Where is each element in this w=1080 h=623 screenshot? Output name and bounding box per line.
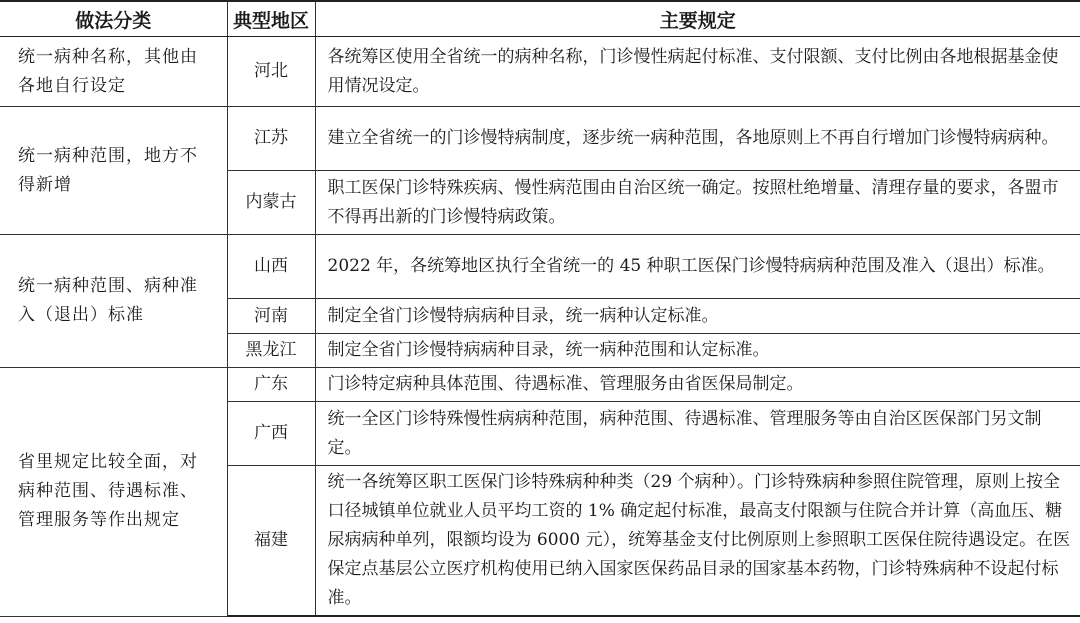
region-cell: 广西 — [227, 402, 315, 466]
rule-cell: 门诊特定病种具体范围、待遇标准、管理服务由省医保局制定。 — [315, 368, 1080, 402]
category-cell: 统一病种范围，地方不得新增 — [0, 107, 227, 235]
rule-cell: 统一各统筹区职工医保门诊特殊病种种类（29 个病种）。门诊特殊病种参照住院管理，原则上按全口径城镇单位就业人员平均工资的 1% 确定起付标准，最高支付限额与住院合并计算（高血压、糖尿病病种单列，限额均设为 6000 元），统筹基金支付比例原则上参照职工医保住院待遇设定。在医保定点基层公立医疗机构使用已纳入国家医保药品目录的国家基本药物，门诊特殊病种不设起付标准。 — [315, 466, 1080, 617]
region-cell: 内蒙古 — [227, 171, 315, 235]
table-row — [0, 37, 1080, 107]
category-cell: 省里规定比较全面，对病种范围、待遇标准、管理服务等作出规定 — [0, 368, 227, 617]
region-cell: 江苏 — [227, 107, 315, 171]
header-rule: 主要规定 — [315, 1, 1080, 37]
rule-cell: 2022 年，各统筹地区执行全省统一的 45 种职工医保门诊慢特病病种范围及准入（退出）标准。 — [315, 235, 1080, 299]
header-category: 做法分类 — [0, 1, 227, 37]
rule-cell: 建立全省统一的门诊慢特病制度，逐步统一病种范围，各地原则上不再自行增加门诊慢特病病种。 — [315, 107, 1080, 171]
header-region: 典型地区 — [227, 1, 315, 37]
table-row — [0, 235, 1080, 299]
region-cell: 黑龙江 — [227, 334, 315, 368]
rule-cell: 各统筹区使用全省统一的病种名称，门诊慢性病起付标准、支付限额、支付比例由各地根据基金使用情况设定。 — [315, 37, 1080, 107]
region-cell: 广东 — [227, 368, 315, 402]
region-cell: 河北 — [227, 37, 315, 107]
category-cell: 统一病种范围、病种准入（退出）标准 — [0, 235, 227, 368]
category-cell: 统一病种名称，其他由各地自行设定 — [0, 37, 227, 107]
table-row — [0, 368, 1080, 402]
rule-cell: 制定全省门诊慢特病病种目录，统一病种认定标准。 — [315, 299, 1080, 334]
rule-cell: 制定全省门诊慢特病病种目录，统一病种范围和认定标准。 — [315, 334, 1080, 368]
region-cell: 福建 — [227, 466, 315, 617]
region-cell: 河南 — [227, 299, 315, 334]
table-row — [0, 107, 1080, 171]
rule-cell: 统一全区门诊特殊慢性病病种范围，病种范围、待遇标准、管理服务等由自治区医保部门另文制定。 — [315, 402, 1080, 466]
rule-cell: 职工医保门诊特殊疾病、慢性病范围由自治区统一确定。按照杜绝增量、清理存量的要求，各盟市不得再出新的门诊慢特病政策。 — [315, 171, 1080, 235]
region-cell: 山西 — [227, 235, 315, 299]
header-row — [0, 1, 1080, 37]
